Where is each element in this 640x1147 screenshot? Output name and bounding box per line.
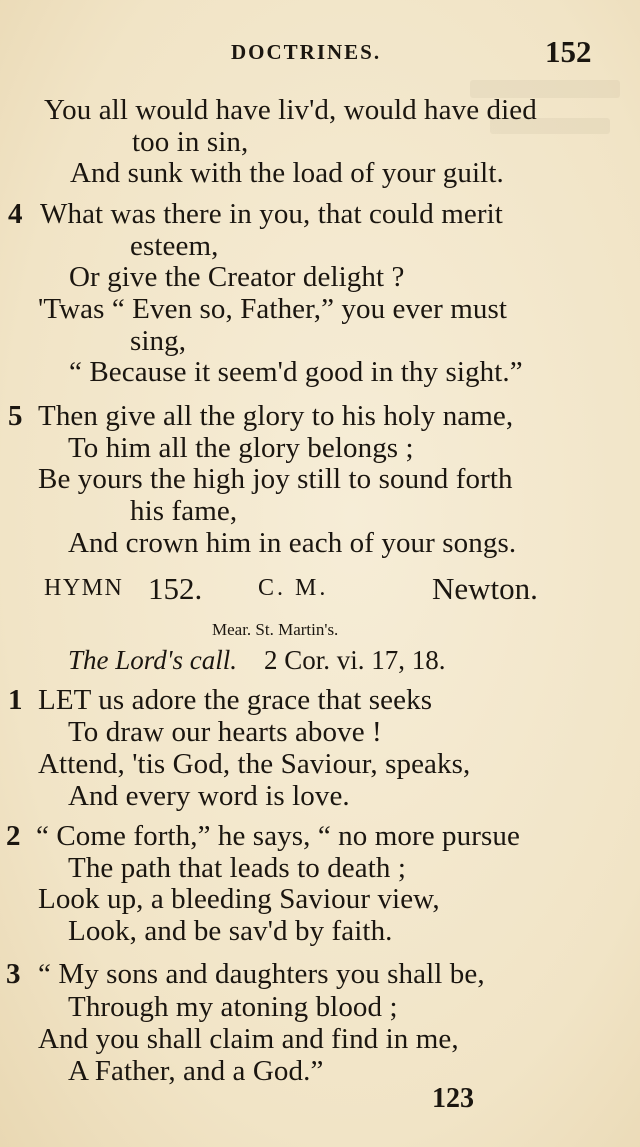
verse-line: “ Because it seem'd good in thy sight.” — [69, 356, 523, 388]
hymn-subtitle-title: The Lord's call. — [68, 645, 238, 675]
verse-line: And crown him in each of your songs. — [68, 527, 517, 559]
stanza-line: And every word is love. — [68, 780, 350, 812]
stanza-line: “ My sons and daughters you shall be, — [38, 958, 485, 990]
header-page-number: 152 — [545, 34, 592, 69]
stanza-line: LET us adore the grace that seeks — [38, 684, 433, 716]
verse-line: sing, — [130, 325, 187, 357]
verse-number: 4 — [8, 198, 23, 230]
stanza-line: A Father, and a God.” — [68, 1055, 324, 1087]
stanza-line: Attend, 'tis God, the Saviour, speaks, — [38, 748, 471, 780]
stanza-line: “ Come forth,” he says, “ no more pursue — [36, 820, 520, 852]
stanza-line: To draw our hearts above ! — [68, 716, 382, 748]
running-header: DOCTRINES. — [231, 40, 382, 64]
hymn-label: HYMN — [44, 575, 124, 601]
verse-line: Or give the Creator delight ? — [69, 261, 405, 293]
footer-page-number: 123 — [432, 1083, 474, 1114]
stanza-number: 1 — [8, 684, 23, 716]
verse-line: Be yours the high joy still to sound forth — [38, 463, 513, 495]
stanza-line: And you shall claim and find in me, — [38, 1023, 459, 1055]
verse-line: 'Twas “ Even so, Father,” you ever must — [38, 293, 508, 325]
verse-number: 5 — [8, 400, 23, 432]
verse-line: And sunk with the load of your guilt. — [70, 157, 504, 189]
stanza-number: 3 — [6, 958, 21, 990]
hymn-subtitle — [68, 645, 446, 676]
hymn-number: 152. — [148, 571, 203, 606]
hymn-subtitle-reference: 2 Cor. vi. 17, 18. — [264, 645, 446, 675]
verse-line: his fame, — [130, 495, 238, 527]
verse-line: You all would have liv'd, would have died — [44, 94, 537, 126]
verse-line: Then give all the glory to his holy name, — [38, 400, 514, 432]
hymn-author: Newton. — [432, 571, 538, 606]
stanza-line: Look up, a bleeding Saviour view, — [38, 883, 440, 915]
hymn-meter: C. M. — [258, 575, 329, 601]
verse-line: esteem, — [130, 230, 219, 262]
stanza-line: The path that leads to death ; — [68, 852, 407, 884]
verse-line: too in sin, — [132, 126, 249, 158]
stanza-number: 2 — [6, 820, 21, 852]
stanza-line: Through my atoning blood ; — [68, 991, 398, 1023]
stanza-line: Look, and be sav'd by faith. — [68, 915, 393, 947]
verse-line: To him all the glory belongs ; — [68, 432, 414, 464]
verse-line: What was there in you, that could merit — [40, 198, 503, 230]
hymn-tunes: Mear. St. Martin's. — [212, 620, 339, 639]
